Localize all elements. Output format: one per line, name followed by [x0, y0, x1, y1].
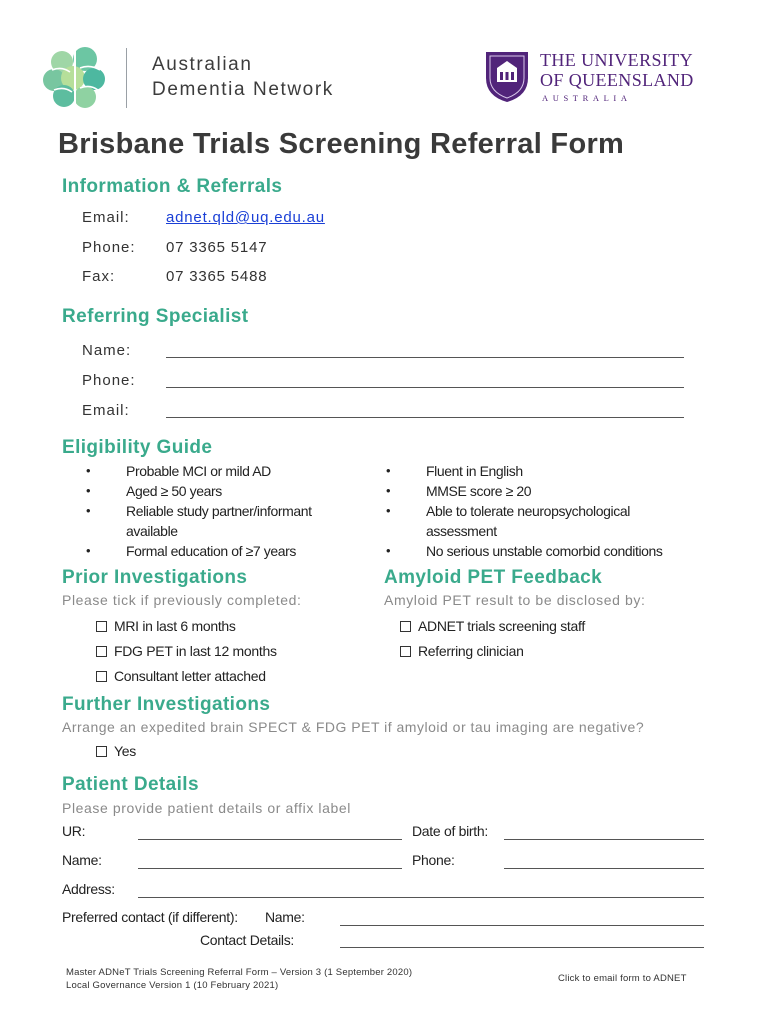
uq-crest-icon: [484, 50, 530, 104]
amyloid-clinician-checkbox[interactable]: [400, 643, 524, 659]
patient-address-field[interactable]: [138, 884, 704, 898]
header-divider: [126, 48, 127, 108]
eligibility-heading: Eligibility Guide: [62, 437, 213, 458]
patient-phone-label: Phone:: [412, 852, 455, 868]
specialist-email-label: Email:: [82, 402, 130, 419]
uq-name-line2: OF QUEENSLAND: [540, 70, 694, 90]
org-name: [152, 52, 334, 102]
info-fax-value: 07 3365 5488: [166, 268, 268, 285]
list-item: • MMSE score ≥ 20: [384, 481, 714, 501]
footer-version-line1: Master ADNeT Trials Screening Referral Form – Version 3 (1 September 2020): [66, 967, 413, 978]
org-name-line2: Dementia Network: [152, 79, 334, 100]
prior-heading: Prior Investigations: [62, 567, 248, 588]
list-item: • Reliable study partner/informant available: [84, 501, 314, 541]
specialist-heading: Referring Specialist: [62, 306, 249, 327]
patient-address-label: Address:: [62, 881, 115, 897]
specialist-email-field[interactable]: [166, 404, 684, 418]
patient-name-label: Name:: [62, 852, 102, 868]
list-item: • Aged ≥ 50 years: [84, 481, 364, 501]
info-phone-value: 07 3365 5147: [166, 239, 268, 256]
info-email-label: Email:: [82, 209, 130, 226]
list-item: • Formal education of ≥7 years: [84, 541, 364, 561]
patient-ur-label: UR:: [62, 823, 86, 839]
info-email-link[interactable]: adnet.qld@uq.edu.au: [166, 209, 325, 226]
further-yes-label: Yes: [114, 743, 136, 759]
patient-dob-label: Date of birth:: [412, 823, 488, 839]
prior-fdg-checkbox[interactable]: [96, 643, 277, 659]
patient-heading: Patient Details: [62, 774, 199, 795]
info-fax-label: Fax:: [82, 268, 116, 285]
amyloid-staff-checkbox[interactable]: [400, 618, 585, 634]
contact-details-field[interactable]: [340, 934, 704, 948]
amyloid-heading: Amyloid PET Feedback: [384, 567, 603, 588]
further-yes-checkbox[interactable]: [96, 743, 136, 759]
checkbox-icon[interactable]: [96, 746, 107, 757]
eligibility-left-list: [84, 461, 364, 561]
patient-ur-field[interactable]: [138, 826, 402, 840]
further-question: Arrange an expedited brain SPECT & FDG PET if amyloid or tau imaging are negative?: [62, 719, 645, 735]
prior-mri-checkbox[interactable]: [96, 618, 236, 634]
info-phone-label: Phone:: [82, 239, 136, 256]
page-title: Brisbane Trials Screening Referral Form: [58, 128, 625, 160]
list-item: • Fluent in English: [384, 461, 714, 481]
footer-version-line2: Local Governance Version 1 (10 February 2021): [66, 980, 279, 991]
checkbox-icon[interactable]: [96, 621, 107, 632]
patient-dob-field[interactable]: [504, 826, 704, 840]
patient-subtitle: Please provide patient details or affix label: [62, 800, 352, 816]
info-heading: Information & Referrals: [62, 176, 283, 197]
preferred-name-label: Name:: [265, 909, 305, 925]
specialist-name-label: Name:: [82, 342, 132, 359]
list-item: • Probable MCI or mild AD: [84, 461, 364, 481]
org-name-line1: Australian: [152, 54, 253, 75]
amyloid-clinician-label: Referring clinician: [418, 643, 524, 659]
preferred-name-field[interactable]: [340, 912, 704, 926]
checkbox-icon[interactable]: [96, 671, 107, 682]
patient-name-field[interactable]: [138, 855, 402, 869]
prior-fdg-label: FDG PET in last 12 months: [114, 643, 277, 659]
prior-letter-label: Consultant letter attached: [114, 668, 266, 684]
checkbox-icon[interactable]: [400, 621, 411, 632]
specialist-phone-field[interactable]: [166, 374, 684, 388]
brain-logo-icon: [40, 42, 110, 112]
prior-subtitle: Please tick if previously completed:: [62, 592, 302, 608]
specialist-name-field[interactable]: [166, 344, 684, 358]
amyloid-subtitle: Amyloid PET result to be disclosed by:: [384, 592, 646, 608]
checkbox-icon[interactable]: [96, 646, 107, 657]
further-heading: Further Investigations: [62, 694, 271, 715]
checkbox-icon[interactable]: [400, 646, 411, 657]
email-form-button[interactable]: Click to email form to ADNET: [558, 973, 687, 984]
list-item: • Able to tolerate neuropsychological assessment: [384, 501, 674, 541]
patient-phone-field[interactable]: [504, 855, 704, 869]
eligibility-right-list: [384, 461, 714, 561]
amyloid-staff-label: ADNET trials screening staff: [418, 618, 585, 634]
uq-name-line1: THE UNIVERSITY: [540, 50, 694, 70]
list-item: • No serious unstable comorbid conditions: [384, 541, 714, 561]
prior-letter-checkbox[interactable]: [96, 668, 266, 684]
footer-version: [66, 966, 412, 992]
uq-country: AUSTRALIA: [542, 93, 632, 103]
contact-details-label: Contact Details:: [200, 932, 295, 948]
prior-mri-label: MRI in last 6 months: [114, 618, 236, 634]
preferred-contact-label: Preferred contact (if different):: [62, 909, 238, 925]
specialist-phone-label: Phone:: [82, 372, 136, 389]
